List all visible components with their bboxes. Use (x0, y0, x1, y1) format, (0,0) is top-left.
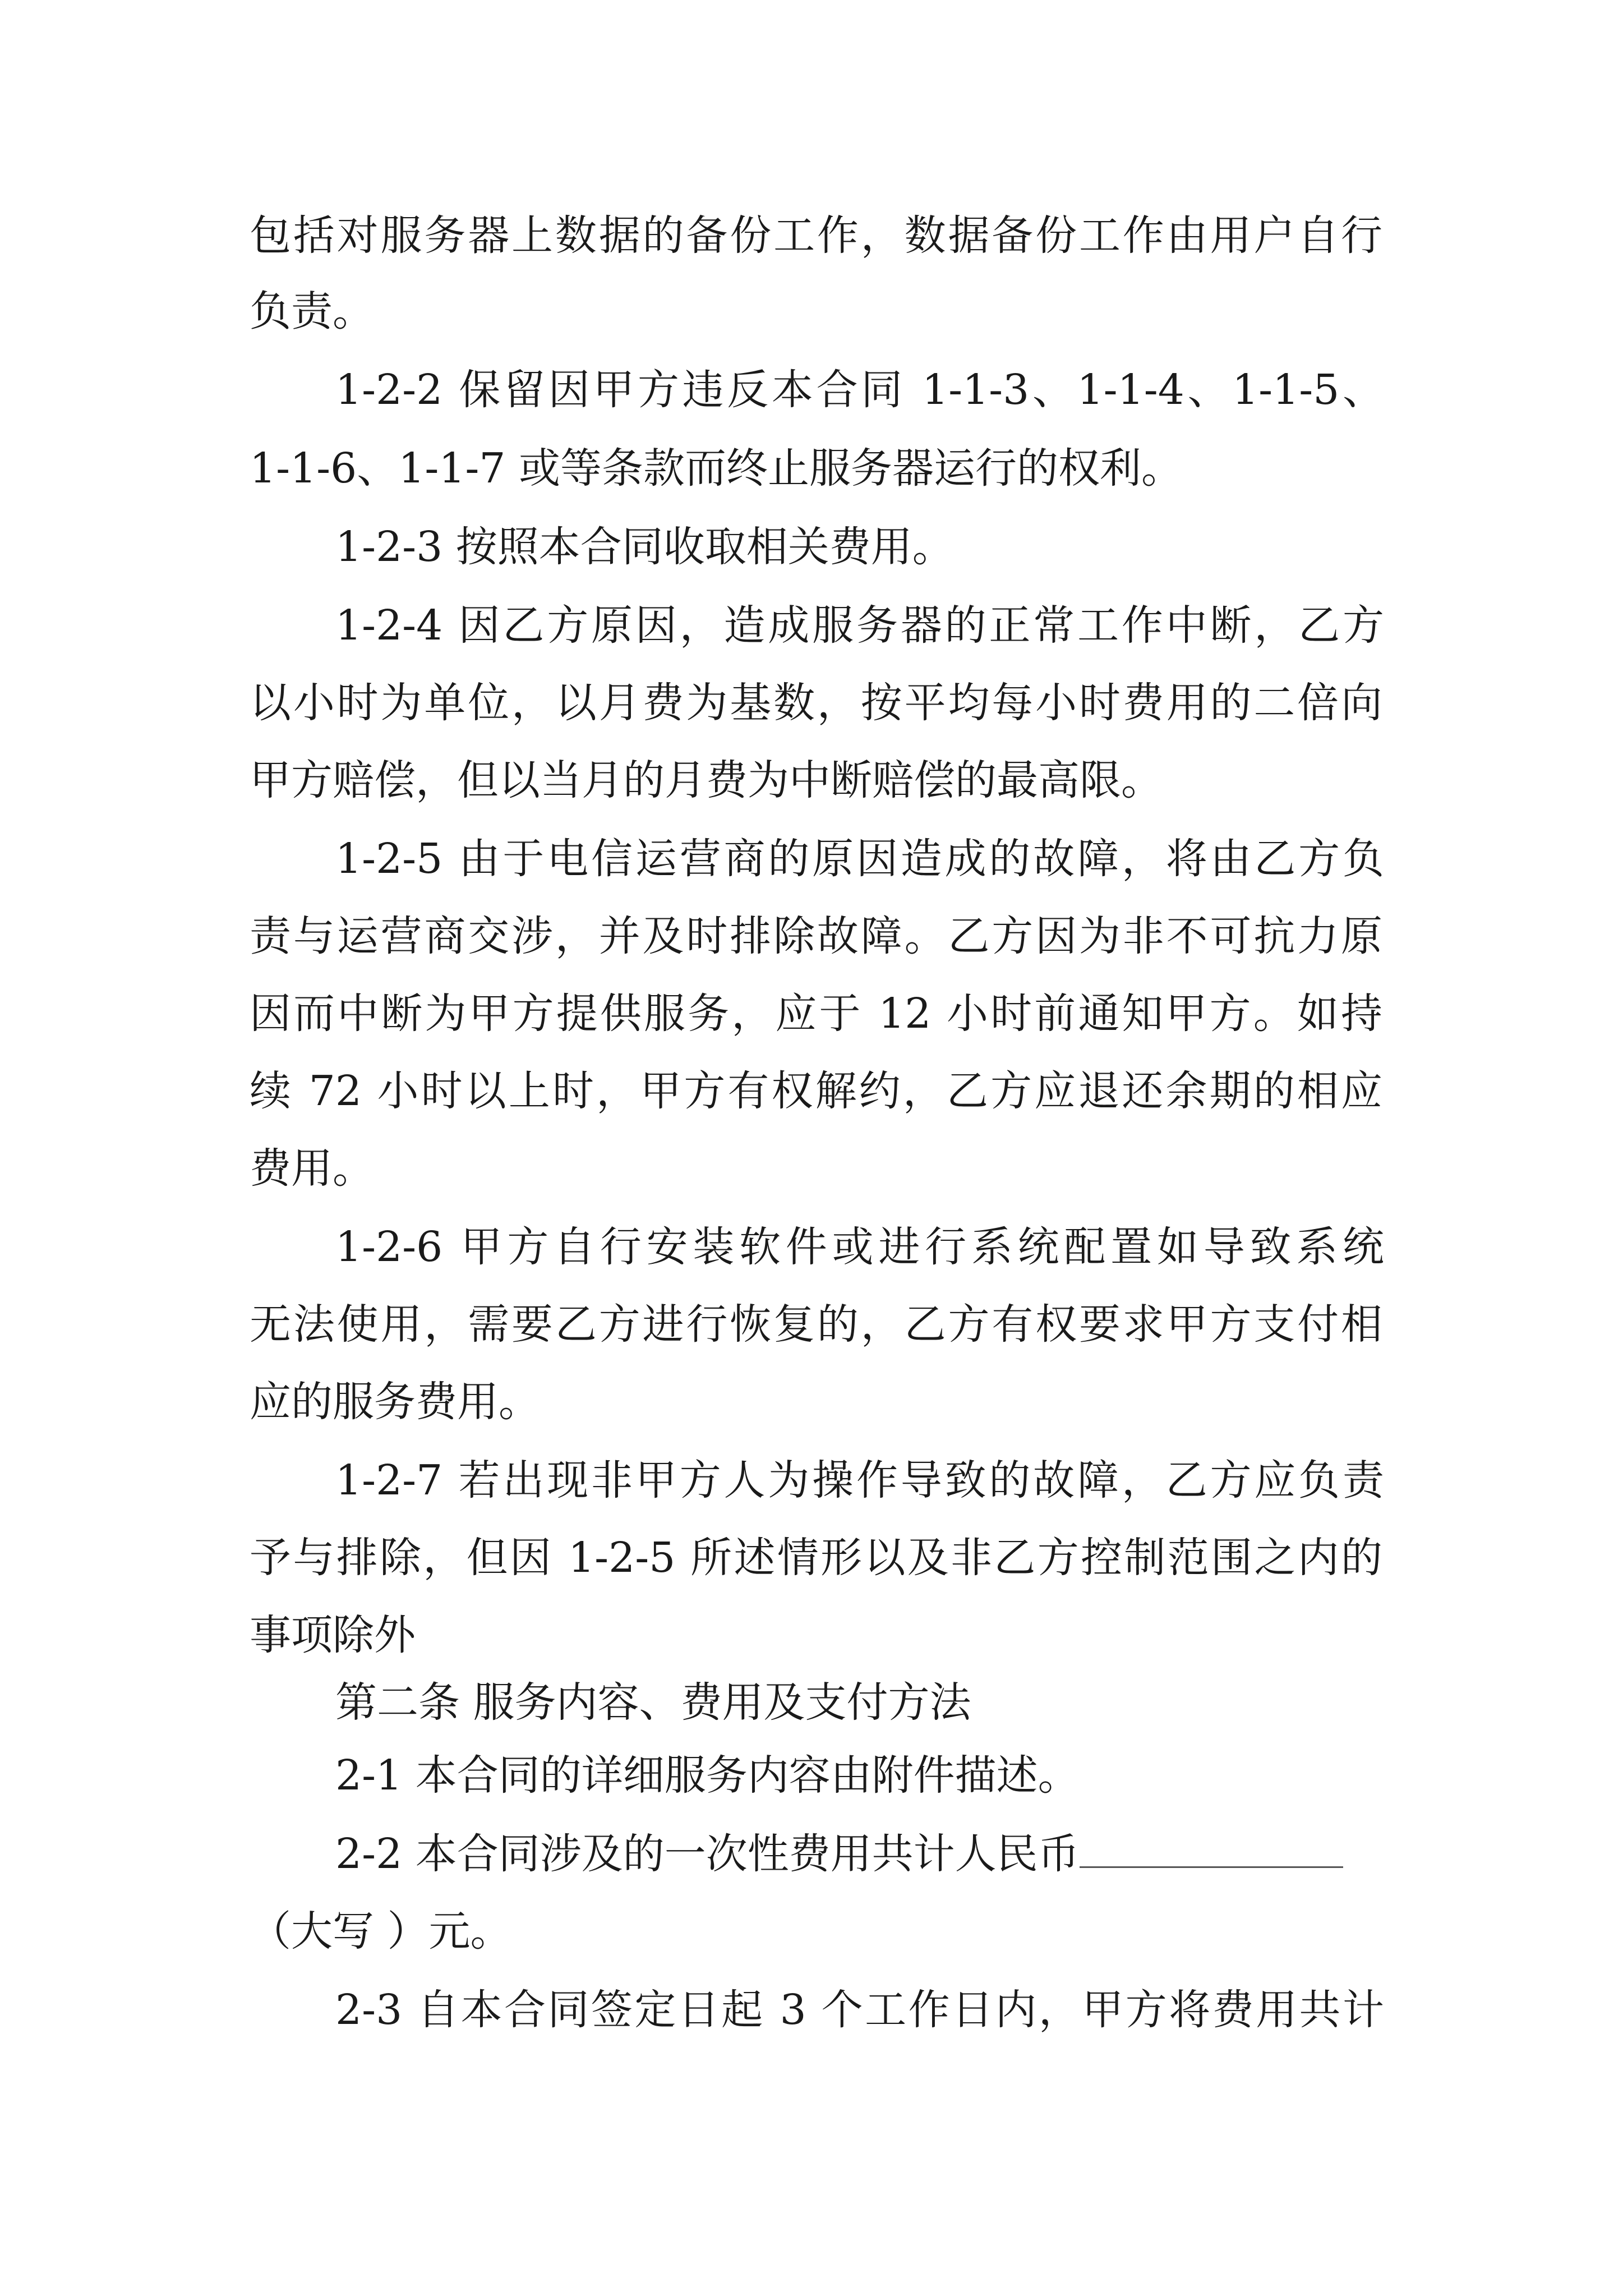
clause-2-2-text: 2-2 本合同涉及的一次性费用共计人民币 (335, 1830, 1080, 1878)
paragraph-line: 因而中断为甲方提供服务，应于 12 小时前通知甲方。如持 (250, 990, 1382, 1038)
paragraph-line: 负责。 (250, 287, 374, 335)
paragraph-line: 费用。 (250, 1144, 374, 1193)
amount-blank (1080, 1833, 1343, 1868)
clause-2-1: 2-1 本合同的详细服务内容由附件描述。 (335, 1751, 1080, 1800)
paragraph-line: 应的服务费用。 (250, 1378, 540, 1426)
clause-1-2-3: 1-2-3 按照本合同收取相关费用。 (335, 523, 954, 571)
paragraph-line: （大写 ）元。 (250, 1907, 512, 1955)
paragraph-line: 续 72 小时以上时，甲方有权解约，乙方应退还余期的相应 (250, 1067, 1382, 1115)
paragraph-line: 责与运营商交涉，并及时排除故障。乙方因为非不可抗力原 (250, 912, 1382, 960)
clause-2-3: 2-3 自本合同签定日起 3 个工作日内，甲方将费用共计 (335, 1986, 1384, 2034)
paragraph-line: 1-1-6、1-1-7 或等条款而终止服务器运行的权利。 (250, 444, 1183, 493)
paragraph-line: 事项除外 (250, 1611, 416, 1659)
clause-1-2-4: 1-2-4 因乙方原因，造成服务器的正常工作中断，乙方 (335, 601, 1384, 650)
paragraph-line: 无法使用，需要乙方进行恢复的，乙方有权要求甲方支付相 (250, 1300, 1382, 1349)
paragraph-line: 予与排除，但因 1-2-5 所述情形以及非乙方控制范围之内的 (250, 1534, 1382, 1582)
section-heading: 第二条 服务内容、费用及支付方法 (335, 1678, 971, 1727)
paragraph-line: 包括对服务器上数据的备份工作，数据备份工作由用户自行 (250, 211, 1382, 260)
paragraph-line: 以小时为单位，以月费为基数，按平均每小时费用的二倍向 (250, 679, 1382, 727)
clause-1-2-6: 1-2-6 甲方自行安装软件或进行系统配置如导致系统 (335, 1223, 1384, 1271)
clause-1-2-7: 1-2-7 若出现非甲方人为操作导致的故障，乙方应负责 (335, 1456, 1384, 1504)
paragraph-line: 甲方赔偿，但以当月的月费为中断赔偿的最高限。 (250, 756, 1163, 804)
clause-2-2 (335, 1823, 1384, 1885)
clause-1-2-2: 1-2-2 保留因甲方违反本合同 1-1-3、1-1-4、1-1-5、 (335, 366, 1384, 414)
clause-1-2-5: 1-2-5 由于电信运营商的原因造成的故障，将由乙方负 (335, 835, 1384, 883)
